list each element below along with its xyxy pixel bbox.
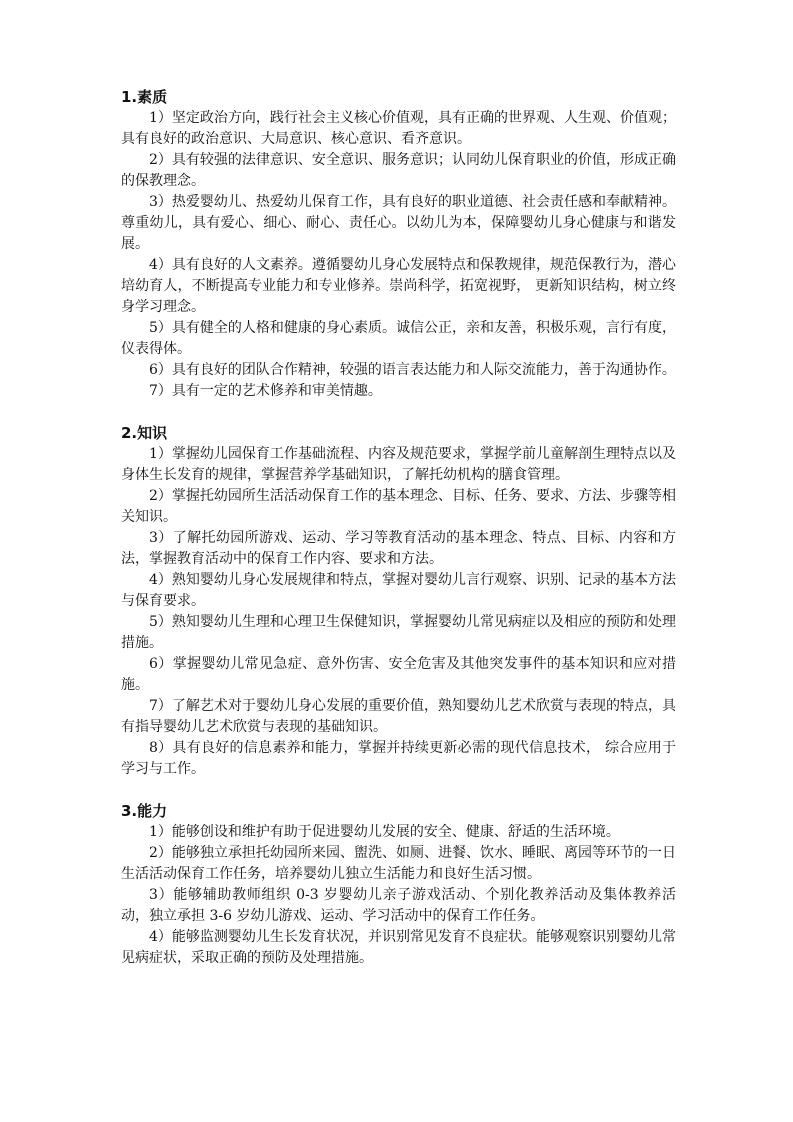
list-item: 2）能够独立承担托幼园所来园、盥洗、如厕、进餐、饮水、睡眠、离园等环节的一日生活活动保育工作任务，培养婴幼儿独立生活能力和良好生活习惯。 <box>121 845 676 882</box>
section-heading: 2.知识 <box>121 424 168 442</box>
section-ability <box>121 800 676 969</box>
list-item: 6）掌握婴幼儿常见急症、意外伤害、安全危害及其他突发事件的基本知识和应对措施。 <box>121 656 676 693</box>
list-item: 6）具有良好的团队合作精神，较强的语言表达能力和人际交流能力，善于沟通协作。 <box>149 362 676 378</box>
section-quality <box>121 86 676 402</box>
list-item: 1）能够创设和维护有助于促进婴幼儿发展的安全、健康、舒适的生活环境。 <box>149 824 620 840</box>
list-item: 4）能够监测婴幼儿生长发育状况，并识别常见发育不良症状。能够观察识别婴幼儿常见病症状，采取正确的预防及处理措施。 <box>121 929 676 966</box>
list-item: 3）热爱婴幼儿、热爱幼儿保育工作，具有良好的职业道德、社会责任感和奉献精神。尊重幼儿，具有爱心、细心、耐心、责任心。以幼儿为本，保障婴幼儿身心健康与和谐发展。 <box>121 194 676 252</box>
list-item: 5）熟知婴幼儿生理和心理卫生保健知识，掌握婴幼儿常见病症以及相应的预防和处理措施。 <box>121 614 676 651</box>
section-heading: 3.能力 <box>121 802 168 820</box>
list-item: 8）具有良好的信息素养和能力，掌握并持续更新必需的现代信息技术， 综合应用于学习与工作。 <box>121 740 676 777</box>
list-item: 3）能够辅助教师组织 0-3 岁婴幼儿亲子游戏活动、个别化教养活动及集体教养活动，独立承担 3-6 岁幼儿游戏、运动、学习活动中的保育工作任务。 <box>121 887 676 924</box>
list-item: 2）具有较强的法律意识、安全意识、服务意识；认同幼儿保育职业的价值，形成正确的保教理念。 <box>121 152 676 189</box>
section-knowledge <box>121 422 676 780</box>
document-page <box>121 86 676 989</box>
list-item: 4）熟知婴幼儿身心发展规律和特点，掌握对婴幼儿言行观察、识别、记录的基本方法与保育要求。 <box>121 572 676 609</box>
list-item: 2）掌握托幼园所生活活动保育工作的基本理念、目标、任务、要求、方法、步骤等相关知识。 <box>121 488 676 525</box>
list-item: 7）具有一定的艺术修养和审美情趣。 <box>149 383 382 399</box>
list-item: 3）了解托幼园所游戏、运动、学习等教育活动的基本理念、特点、目标、内容和方法，掌握教育活动中的保育工作内容、要求和方法。 <box>121 530 676 567</box>
list-item: 7）了解艺术对于婴幼儿身心发展的重要价值，熟知婴幼儿艺术欣赏与表现的特点，具有指导婴幼儿艺术欣赏与表现的基础知识。 <box>121 698 676 735</box>
list-item: 1）坚定政治方向，践行社会主义核心价值观，具有正确的世界观、人生观、价值观；具有良好的政治意识、大局意识、核心意识、看齐意识。 <box>121 110 676 147</box>
section-heading: 1.素质 <box>121 88 168 106</box>
list-item: 5）具有健全的人格和健康的身心素质。诚信公正，亲和友善，积极乐观，言行有度，仪表得体。 <box>121 320 676 357</box>
list-item: 4）具有良好的人文素养。遵循婴幼儿身心发展特点和保教规律，规范保教行为，潜心培幼育人，不断提高专业能力和专业修养。崇尚科学，拓宽视野， 更新知识结构，树立终身学习理念。 <box>121 257 676 315</box>
list-item: 1）掌握幼儿园保育工作基础流程、内容及规范要求，掌握学前儿童解剖生理特点以及身体生长发育的规律，掌握营养学基础知识，了解托幼机构的膳食管理。 <box>121 446 676 483</box>
